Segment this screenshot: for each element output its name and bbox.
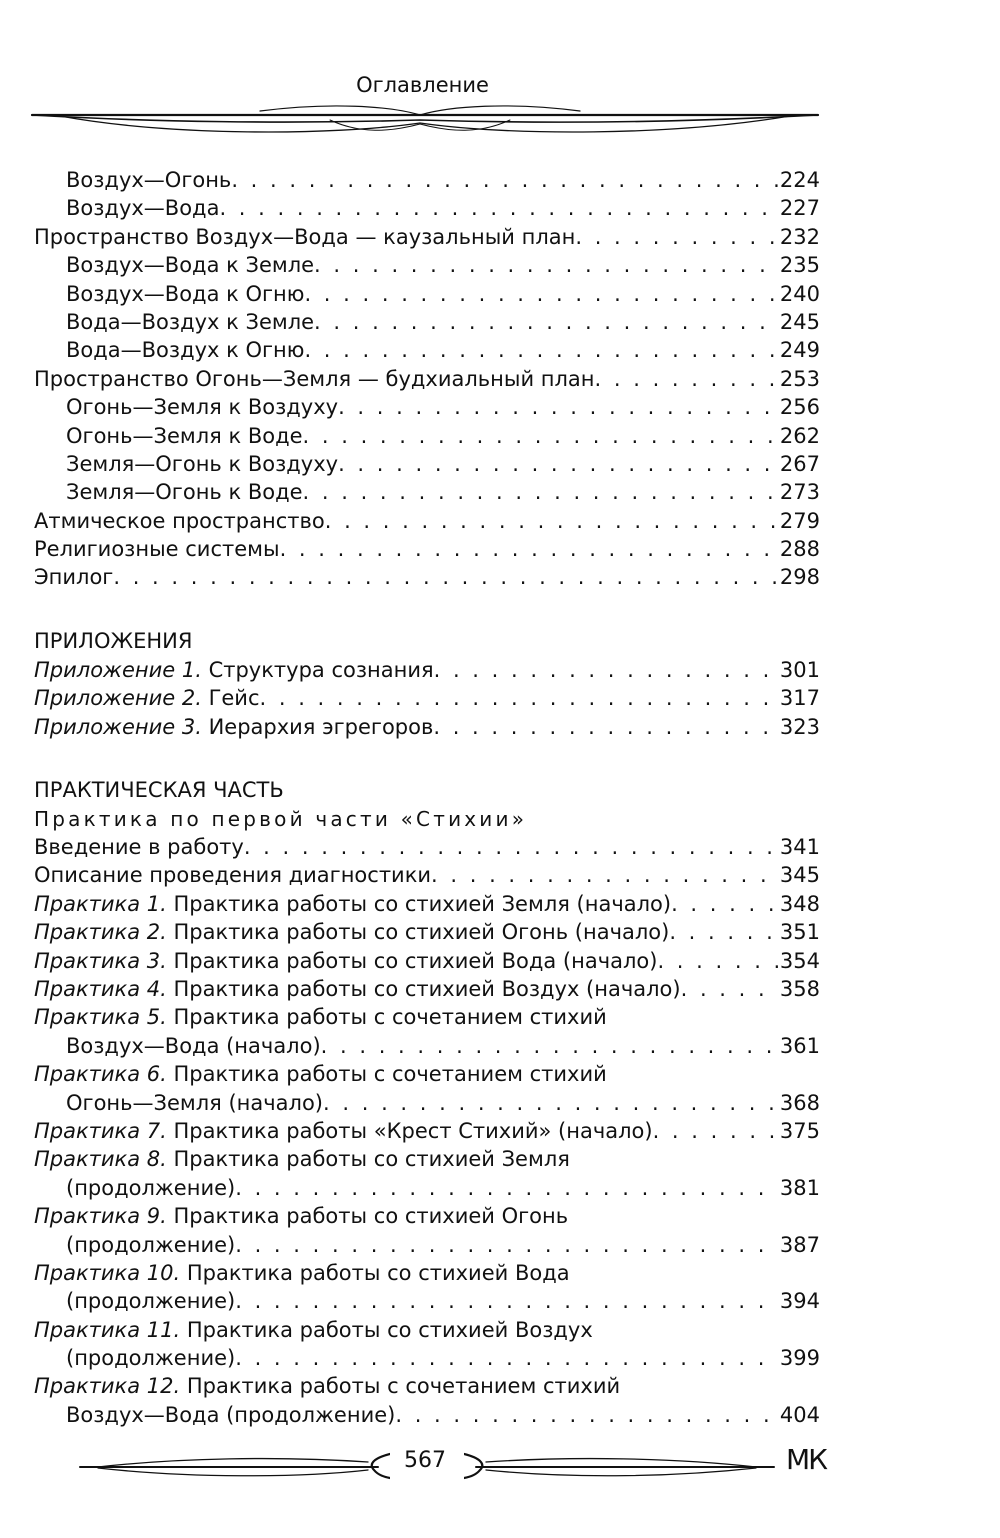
toc-entry[interactable] [34, 308, 820, 336]
toc-entry-title: (продолжение) [66, 1289, 236, 1314]
toc-entry-text: Гейс [201, 686, 260, 711]
toc-entry-title: Воздух—Вода к Огню [66, 281, 305, 306]
toc-entry-label: Практика 2. [34, 920, 167, 945]
toc-entry-label: Приложение 3. [34, 714, 202, 739]
toc-leader-dots [325, 507, 778, 535]
toc-entry-title [34, 1117, 653, 1145]
toc-entry-text: Практика работы с сочетанием стихий [166, 1005, 607, 1030]
toc-entry[interactable] [34, 918, 820, 946]
page-header-title: Оглавление [356, 73, 489, 97]
toc-entry-title: Пространство Огонь—Земля — будхиальный план [34, 366, 595, 391]
toc-leader-dots [681, 975, 778, 1003]
toc-entry-title: Земля—Огонь к Воде [66, 480, 303, 505]
toc-entry-label: Практика 7. [34, 1118, 167, 1143]
toc-leader-dots [235, 1231, 778, 1259]
toc-entry-continuation[interactable] [34, 1032, 820, 1060]
toc-entry[interactable] [34, 393, 820, 421]
toc-entry-continuation[interactable] [34, 1089, 820, 1117]
toc-entry-title [34, 1372, 620, 1400]
toc-entry-page: 404 [779, 1402, 820, 1427]
toc-leader-dots [338, 450, 778, 478]
toc-entry-title [34, 1259, 570, 1287]
toc-entry-title: (продолжение) [66, 1175, 236, 1200]
toc-entry[interactable] [34, 1202, 820, 1230]
toc-entry-page: 224 [779, 168, 820, 192]
toc-entry-page: 240 [779, 281, 820, 306]
toc-leader-dots [304, 280, 777, 308]
toc-entry-page: 348 [779, 891, 820, 916]
toc-entry[interactable] [34, 861, 820, 889]
toc-entry-title [34, 1202, 568, 1230]
toc-entry-label: Практика 12. [34, 1374, 181, 1399]
toc-entry-page: 361 [779, 1033, 820, 1058]
toc-entry[interactable] [34, 947, 820, 975]
toc-leader-dots [113, 563, 778, 591]
toc-leader-dots [260, 684, 778, 712]
toc-leader-dots [338, 393, 778, 421]
toc-entry[interactable] [34, 365, 820, 393]
toc-entry[interactable] [34, 1259, 820, 1287]
table-of-contents [34, 166, 820, 1429]
section-spacer [34, 741, 820, 775]
toc-entry-continuation[interactable] [34, 1231, 820, 1259]
toc-entry-page: 301 [779, 657, 820, 682]
toc-entry-label: Практика 11. [34, 1317, 181, 1342]
toc-leader-dots [235, 1344, 778, 1372]
toc-entry-title [34, 947, 657, 975]
toc-entry[interactable] [34, 1003, 820, 1031]
toc-entry-title: Религиозные системы [34, 537, 280, 562]
toc-entry-label: Практика 4. [34, 976, 167, 1001]
toc-entry[interactable] [34, 684, 820, 712]
toc-entry[interactable] [34, 1372, 820, 1400]
toc-entry[interactable] [34, 713, 820, 741]
toc-leader-dots [434, 656, 778, 684]
toc-entry-title: Вода—Воздух к Земле [66, 309, 315, 334]
toc-leader-dots [303, 478, 778, 506]
page-number: 567 [404, 1448, 446, 1473]
practice-subheading: Практика по первой части «Стихии» [34, 807, 528, 832]
toc-leader-dots [669, 918, 778, 946]
toc-leader-dots [235, 1174, 778, 1202]
toc-entry-page: 298 [779, 565, 820, 590]
toc-entry-page: 253 [779, 366, 820, 391]
toc-entry-title: Воздух—Вода к Земле [66, 253, 315, 278]
toc-entry[interactable] [34, 833, 820, 861]
toc-entry-page: 317 [779, 686, 820, 711]
toc-entry-title [34, 656, 434, 684]
toc-entry[interactable] [34, 166, 820, 194]
toc-entry-text: Практика работы с сочетанием стихий [166, 1062, 607, 1087]
toc-entry-title: (продолжение) [66, 1346, 236, 1371]
toc-entry-continuation[interactable] [34, 1344, 820, 1372]
toc-entry-label: Практика 3. [34, 948, 167, 973]
toc-entry-title: Земля—Огонь к Воздуху [66, 451, 339, 476]
toc-entry-page: 323 [779, 714, 820, 739]
toc-entry-title: Воздух—Вода (начало) [66, 1033, 321, 1058]
toc-entry-title: Описание проведения диагностики [34, 863, 432, 888]
toc-leader-dots [231, 166, 778, 194]
toc-leader-dots [653, 1117, 778, 1145]
toc-entry[interactable] [34, 336, 820, 364]
toc-entry[interactable] [34, 251, 820, 279]
toc-entry[interactable] [34, 478, 820, 506]
toc-entry-continuation[interactable] [34, 1174, 820, 1202]
toc-entry-title: Воздух—Огонь [66, 168, 232, 192]
publisher-logo: МК [786, 1443, 827, 1476]
toc-entry-text: Структура сознания [201, 657, 434, 682]
toc-entry-title [34, 713, 433, 741]
toc-entry-page: 227 [779, 196, 820, 221]
toc-entry[interactable] [34, 563, 820, 591]
header-ornament [30, 102, 820, 138]
toc-entry[interactable] [34, 450, 820, 478]
toc-entry-label: Практика 6. [34, 1062, 167, 1087]
toc-entry-text: Практика работы со стихией Земля (начало) [166, 891, 672, 916]
toc-entry-text: Практика работы со стихией Земля [166, 1147, 570, 1172]
appendix-heading: ПРИЛОЖЕНИЯ [34, 628, 193, 653]
toc-entry-label: Практика 9. [34, 1204, 167, 1229]
toc-entry-page: 375 [779, 1118, 820, 1143]
toc-entry-text: Практика работы с сочетанием стихий [180, 1374, 621, 1399]
toc-entry-page: 351 [779, 920, 820, 945]
toc-entry-title [34, 1003, 607, 1031]
toc-leader-dots [244, 833, 778, 861]
toc-entry-continuation[interactable] [34, 1401, 820, 1429]
toc-leader-dots [433, 713, 778, 741]
toc-entry[interactable] [34, 535, 820, 563]
toc-entry-page: 288 [779, 537, 820, 562]
section-spacer [34, 592, 820, 626]
toc-entry-text: Практика работы со стихией Вода [180, 1260, 570, 1285]
toc-entry[interactable] [34, 280, 820, 308]
toc-entry-title [34, 1060, 607, 1088]
toc-entry-title: Огонь—Земля к Воздуху [66, 395, 339, 420]
toc-leader-dots [314, 251, 778, 279]
toc-leader-dots [395, 1401, 778, 1429]
toc-entry-title [34, 1316, 593, 1344]
toc-leader-dots [304, 336, 777, 364]
toc-entry-page: 235 [779, 253, 820, 278]
toc-leader-dots [235, 1287, 778, 1315]
toc-entry-page: 273 [779, 480, 820, 505]
toc-entry-text: Практика работы со стихией Воздух [180, 1317, 593, 1342]
toc-entry-page: 358 [779, 976, 820, 1001]
toc-leader-dots [303, 422, 778, 450]
toc-entry-label: Практика 5. [34, 1005, 167, 1030]
toc-entry-continuation[interactable] [34, 1287, 820, 1315]
toc-leader-dots [321, 1032, 778, 1060]
toc-entry-page: 232 [779, 224, 820, 249]
practice-heading: ПРАКТИЧЕСКАЯ ЧАСТЬ [34, 778, 284, 803]
toc-entry-title: Эпилог [34, 565, 114, 590]
toc-entry[interactable] [34, 975, 820, 1003]
toc-entry-page: 267 [779, 451, 820, 476]
toc-entry-label: Практика 8. [34, 1147, 167, 1172]
footer-ornament-left [78, 1450, 390, 1480]
toc-entry-text: Практика работы со стихией Огонь (начало) [166, 920, 670, 945]
toc-entry-title: Вода—Воздух к Огню [66, 338, 305, 363]
footer-ornament-right [464, 1450, 776, 1480]
toc-entry-page: 399 [779, 1346, 820, 1371]
toc-entry-page: 368 [779, 1090, 820, 1115]
toc-entry[interactable] [34, 422, 820, 450]
toc-entry[interactable] [34, 194, 820, 222]
toc-entry-page: 249 [779, 338, 820, 363]
toc-entry-title: (продолжение) [66, 1232, 236, 1257]
toc-entry-title: Воздух—Вода (продолжение) [66, 1402, 396, 1427]
toc-entry-title: Воздух—Вода [66, 196, 220, 221]
toc-entry-title [34, 684, 260, 712]
toc-entry-page: 256 [779, 395, 820, 420]
toc-entry-title: Пространство Воздух—Вода — каузальный план [34, 224, 576, 249]
toc-entry-label: Практика 10. [34, 1260, 181, 1285]
toc-entry-text: Практика работы со стихией Огонь [166, 1204, 569, 1229]
toc-entry-page: 341 [779, 835, 820, 860]
toc-entry-title: Огонь—Земля (начало) [66, 1090, 324, 1115]
toc-entry-title [34, 890, 671, 918]
toc-leader-dots [314, 308, 778, 336]
toc-entry-page: 345 [779, 863, 820, 888]
toc-entry-page: 387 [779, 1232, 820, 1257]
toc-entry-page: 394 [779, 1289, 820, 1314]
toc-entry-page: 245 [779, 309, 820, 334]
toc-entry[interactable] [34, 656, 820, 684]
toc-entry-label: Практика 1. [34, 891, 167, 916]
toc-entry[interactable] [34, 223, 820, 251]
toc-entry-page: 262 [779, 423, 820, 448]
toc-leader-dots [431, 861, 778, 889]
toc-entry[interactable] [34, 1145, 820, 1173]
toc-entry-page: 279 [779, 508, 820, 533]
toc-entry-label: Приложение 1. [34, 657, 202, 682]
toc-leader-dots [657, 947, 777, 975]
toc-entry[interactable] [34, 1316, 820, 1344]
toc-entry-title [34, 975, 681, 1003]
toc-entry-text: Практика работы «Крест Стихий» (начало) [166, 1118, 653, 1143]
toc-entry-text: Практика работы со стихией Вода (начало) [166, 948, 658, 973]
toc-entry[interactable] [34, 507, 820, 535]
toc-entry[interactable] [34, 1117, 820, 1145]
toc-entry-title [34, 918, 669, 946]
toc-leader-dots [671, 890, 778, 918]
toc-leader-dots [280, 535, 778, 563]
toc-entry-label: Приложение 2. [34, 686, 202, 711]
toc-entry-title [34, 1145, 570, 1173]
toc-entry-text: Практика работы со стихией Воздух (начало) [166, 976, 681, 1001]
toc-leader-dots [323, 1089, 778, 1117]
toc-entry[interactable] [34, 1060, 820, 1088]
toc-entry-page: 381 [779, 1175, 820, 1200]
toc-entry-text: Иерархия эгрегоров [201, 714, 434, 739]
toc-leader-dots [595, 365, 778, 393]
toc-leader-dots [219, 194, 777, 222]
toc-entry[interactable] [34, 890, 820, 918]
toc-entry-title: Атмическое пространство [34, 508, 325, 533]
toc-entry-title: Огонь—Земля к Воде [66, 423, 303, 448]
toc-entry-title: Введение в работу [34, 835, 244, 860]
toc-entry-page: 354 [779, 948, 820, 973]
toc-leader-dots [575, 223, 778, 251]
